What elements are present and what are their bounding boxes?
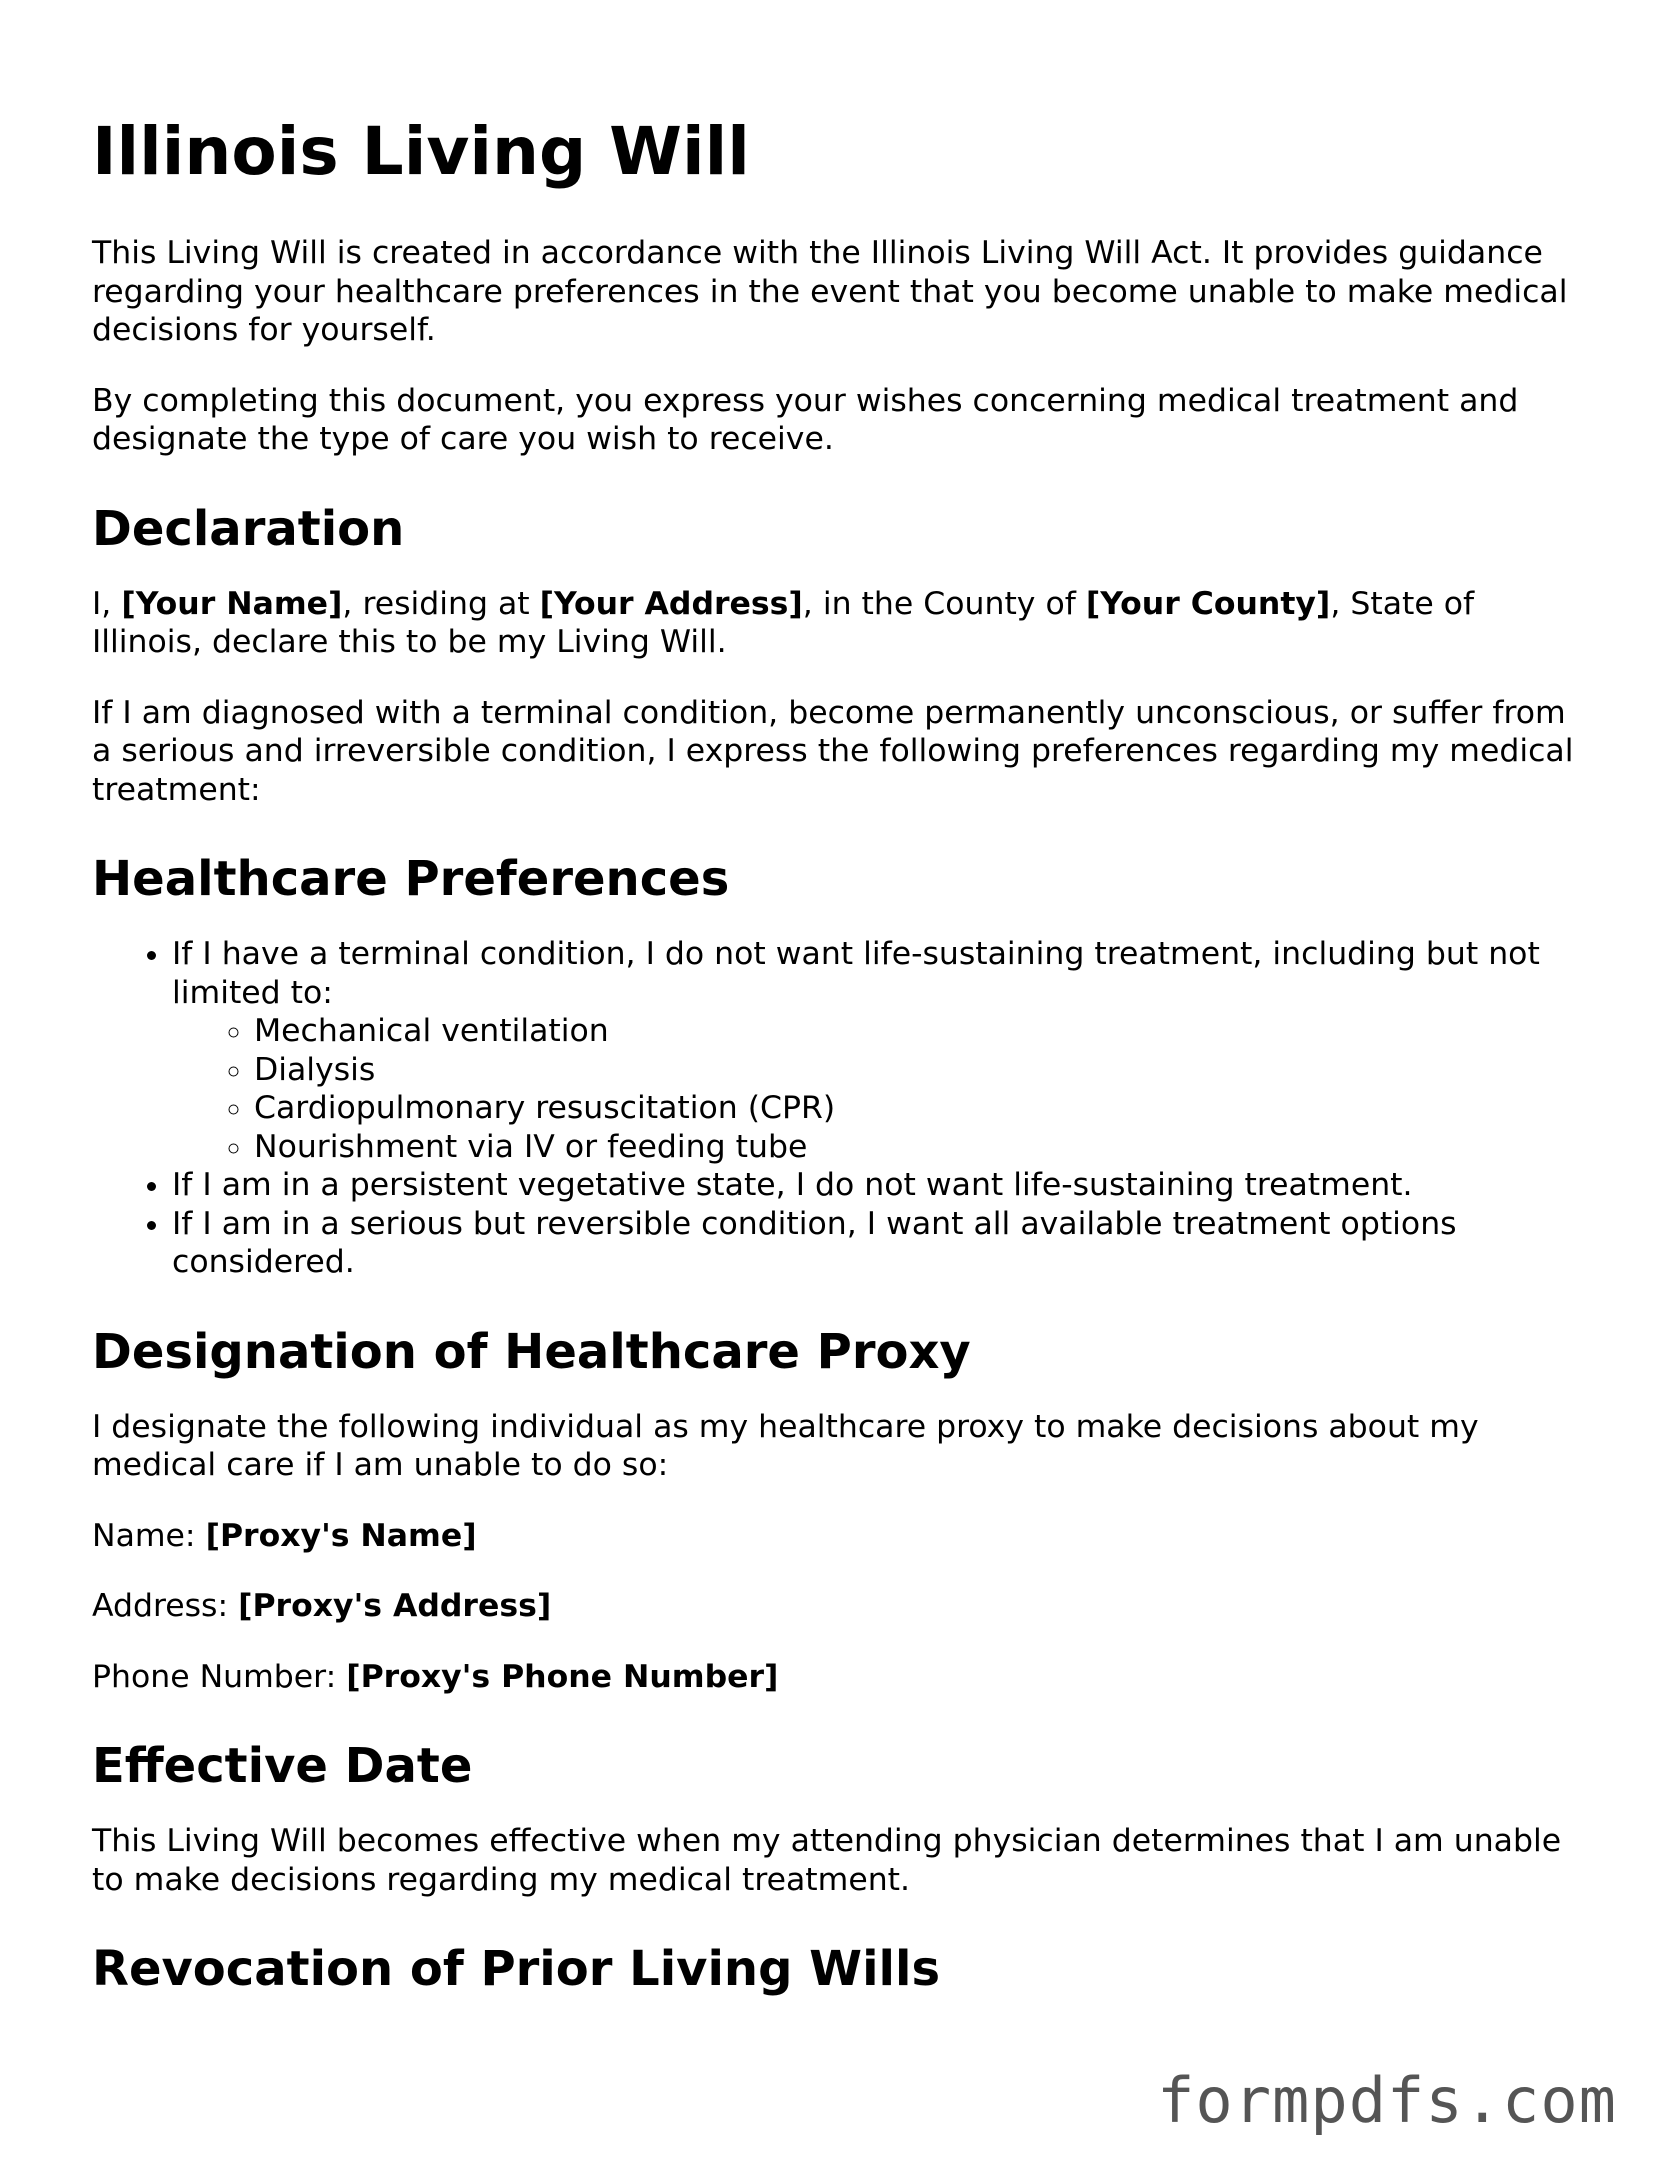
your-address-placeholder: [Your Address] (539, 585, 803, 622)
list-item: ◦ Cardiopulmonary resuscitation (CPR) (254, 1089, 1592, 1128)
proxy-address-line (92, 1587, 1592, 1626)
list-item: • If I am in a persistent vegetative state, I do not want life-sustaining treatment. (172, 1166, 1592, 1205)
proxy-heading: Designation of Healthcare Proxy (92, 1323, 971, 1380)
list-item: ◦ Nourishment via IV or feeding tube (254, 1128, 1592, 1167)
declaration-text-1: I, (92, 585, 122, 622)
intro-paragraph-1: This Living Will is created in accordance with the Illinois Living Will Act. It provides guidance regarding your healthcare preferences in the event that you become unable to make medical decisions for yourself. (92, 235, 1568, 348)
declaration-conditions-paragraph: If I am diagnosed with a terminal condition, become permanently unconscious, or suffer from a serious and irreversible condition, I express the following preferences regarding my medical treatment: (92, 694, 1574, 808)
your-name-placeholder: [Your Name] (121, 585, 343, 622)
effective-date-text: This Living Will becomes effective when my attending physician determines that I am unable to make decisions regarding my medical treatment. (92, 1823, 1562, 1898)
list-item (172, 935, 1592, 1166)
document (92, 112, 1592, 2025)
intro-paragraph-2: By completing this document, you express your wishes concerning medical treatment and designate the type of care you wish to receive. (92, 382, 1519, 457)
proxy-phone-placeholder: [Proxy's Phone Number] (346, 1658, 779, 1695)
declaration-text-3: , in the County of (802, 585, 1086, 622)
declaration-paragraph (92, 585, 1592, 662)
proxy-intro: I designate the following individual as my healthcare proxy to make decisions about my medical care if I am unable to do so: (92, 1408, 1479, 1483)
declaration-text-2: , residing at (342, 585, 540, 622)
effective-date-heading: Effective Date (92, 1738, 473, 1794)
treatment-sublist (172, 1012, 1592, 1166)
preferences-heading: Healthcare Preferences (92, 851, 730, 907)
proxy-name-placeholder: [Proxy's Name] (205, 1517, 477, 1554)
proxy-address-placeholder: [Proxy's Address] (238, 1588, 552, 1624)
declaration-text-4: , State of Illinois, declare this to be my Living Will. (92, 585, 1475, 660)
watermark: formpdfs.com (1157, 2064, 1617, 2137)
list-item: • If I am in a serious but reversible condition, I want all available treatment options considered. (172, 1205, 1592, 1282)
your-county-placeholder: [Your County] (1085, 585, 1331, 622)
declaration-heading: Declaration (92, 500, 405, 557)
proxy-phone-label: Phone Number: (92, 1658, 347, 1695)
revocation-heading: Revocation of Prior Living Wills (92, 1941, 941, 1997)
proxy-name-label: Name: (92, 1517, 206, 1554)
list-item: ◦ Mechanical ventilation (254, 1012, 1592, 1051)
proxy-address-label: Address: (92, 1588, 239, 1624)
preference-terminal-text: If I have a terminal condition, I do not want life-sustaining treatment, including but not limited to: (172, 936, 1540, 1011)
proxy-phone-line (92, 1658, 1592, 1697)
preferences-list (92, 935, 1592, 1282)
proxy-name-line (92, 1517, 1592, 1556)
document-title: Illinois Living Will (92, 113, 750, 190)
list-item: ◦ Dialysis (254, 1051, 1592, 1090)
